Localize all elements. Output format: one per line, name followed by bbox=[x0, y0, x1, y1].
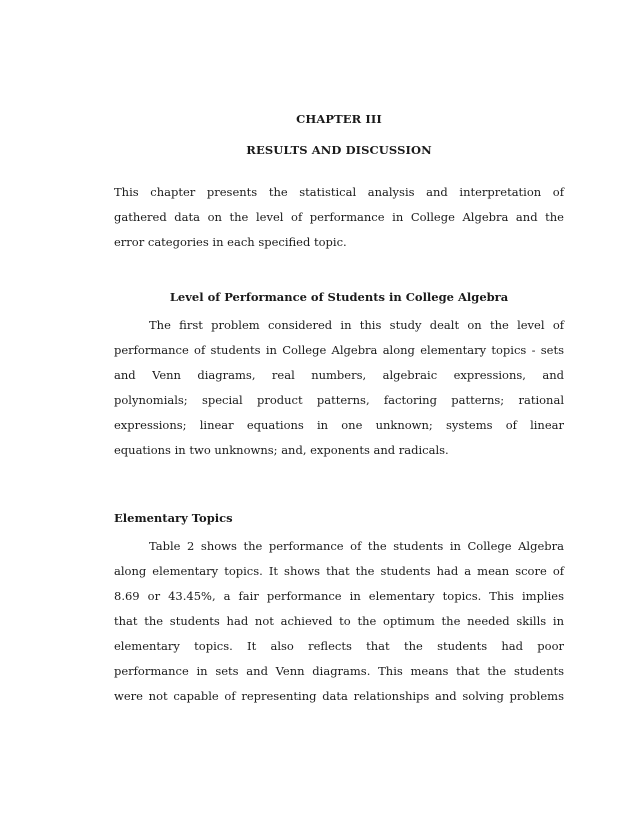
subsection-line: along elementary topics. It shows that the students had a mean score of bbox=[114, 564, 564, 578]
intro-line: gathered data on the level of performance in College Algebra and the bbox=[114, 210, 564, 224]
chapter-number: CHAPTER III bbox=[296, 112, 382, 126]
intro-paragraph bbox=[114, 180, 564, 255]
subsection-paragraph bbox=[114, 534, 564, 709]
section-line: performance of students in College Algebra along elementary topics - sets bbox=[114, 343, 564, 357]
section-line: expressions; linear equations in one unknown; systems of linear bbox=[114, 418, 564, 432]
section-line: and Venn diagrams, real numbers, algebraic expressions, and bbox=[114, 368, 564, 382]
section-heading: Level of Performance of Students in College Algebra bbox=[169, 290, 509, 304]
section-paragraph bbox=[114, 313, 564, 463]
subsection-line: that the students had not achieved to the optimum the needed skills in bbox=[114, 614, 564, 628]
section-line: equations in two unknowns; and, exponents and radicals. bbox=[114, 443, 449, 457]
subsection-line: performance in sets and Venn diagrams. This means that the students bbox=[114, 664, 564, 678]
intro-line: This chapter presents the statistical analysis and interpretation of bbox=[114, 185, 564, 199]
subsection-heading: Elementary Topics bbox=[114, 511, 233, 525]
section-line: polynomials; special product patterns, factoring patterns; rational bbox=[114, 393, 564, 407]
section-line: The first problem considered in this study dealt on the level of bbox=[149, 318, 564, 332]
subsection-line: elementary topics. It also reflects that the students had poor bbox=[114, 639, 564, 653]
subsection-line: were not capable of representing data relationships and solving problems bbox=[114, 689, 564, 703]
subsection-line: Table 2 shows the performance of the students in College Algebra bbox=[149, 539, 564, 553]
subsection-line: 8.69 or 43.45%, a fair performance in elementary topics. This implies bbox=[114, 589, 564, 603]
intro-line: error categories in each specified topic. bbox=[114, 235, 347, 249]
chapter-title: RESULTS AND DISCUSSION bbox=[246, 143, 432, 157]
